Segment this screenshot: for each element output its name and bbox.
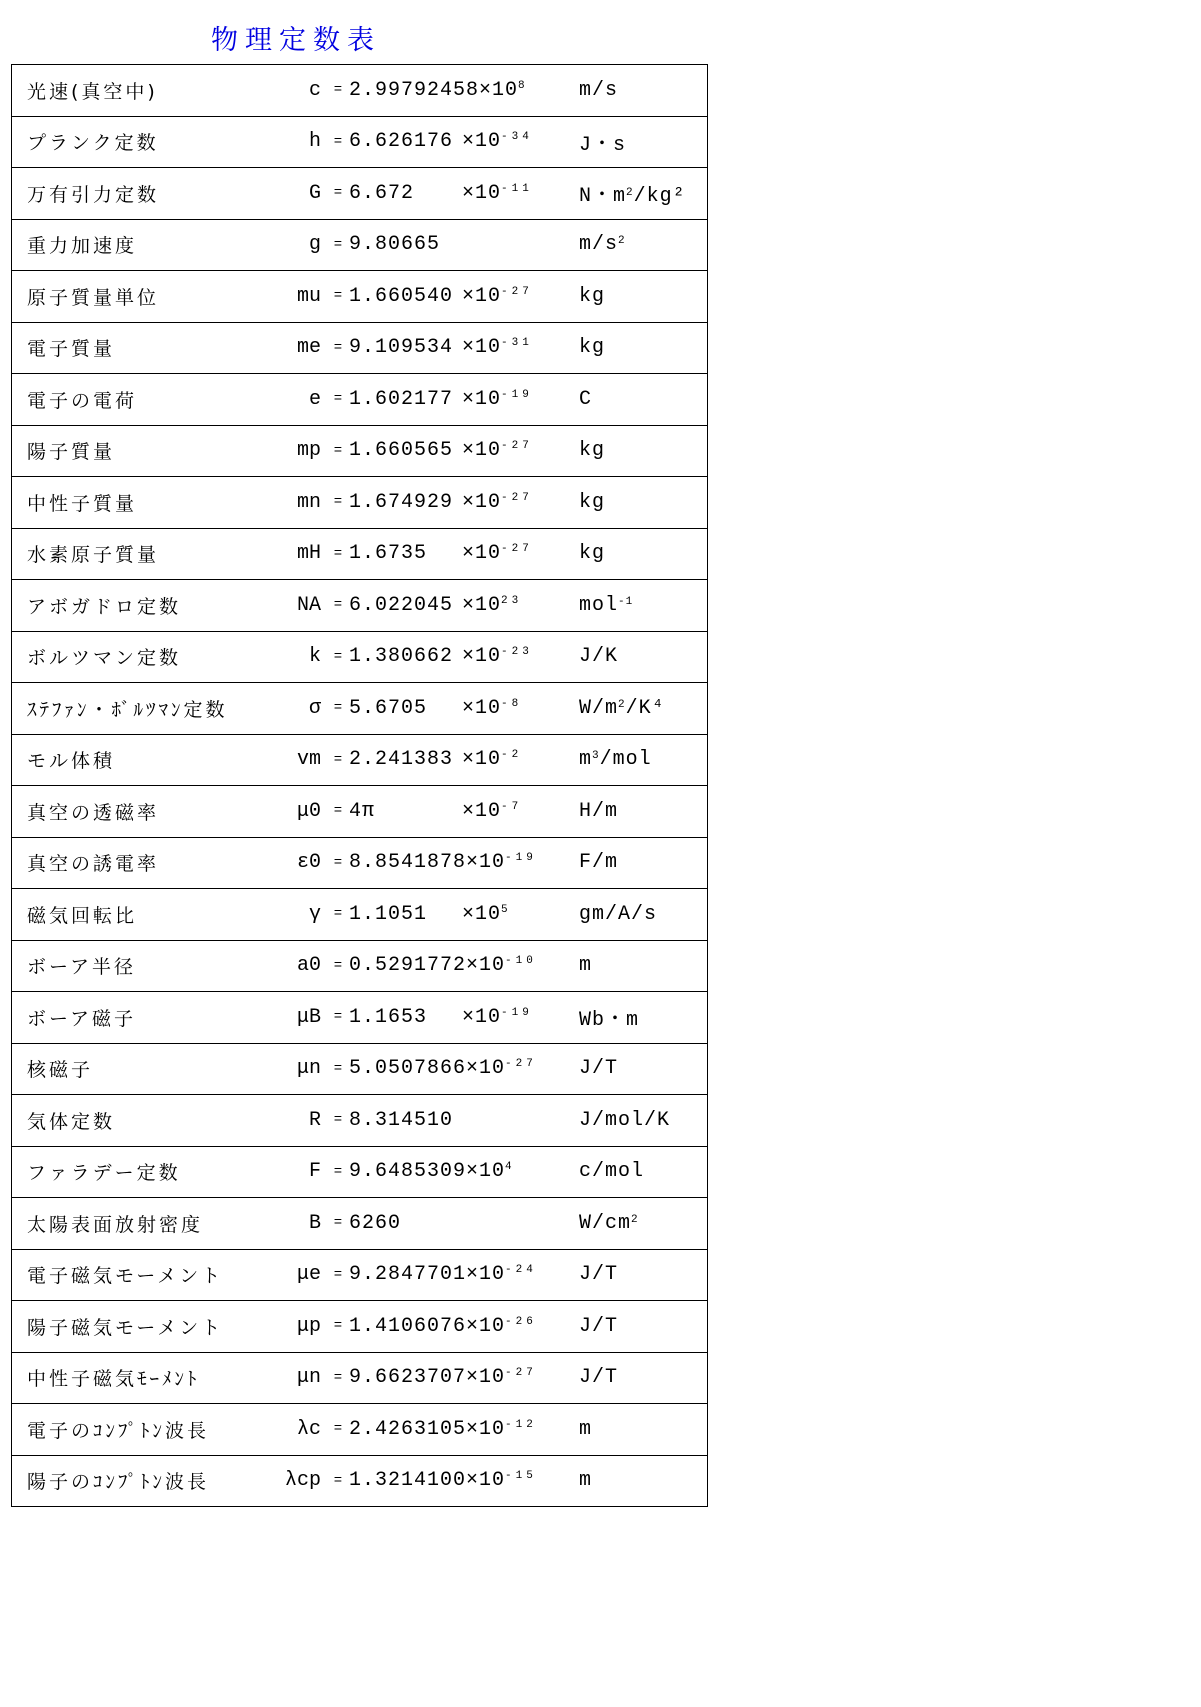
constant-name: 中性子質量 bbox=[12, 477, 238, 529]
constant-unit bbox=[579, 65, 708, 117]
constant-name: アボガドロ定数 bbox=[12, 580, 238, 632]
constant-value bbox=[349, 219, 579, 271]
constant-unit bbox=[579, 1249, 708, 1301]
unit-base: J/T bbox=[579, 1263, 619, 1287]
constant-value bbox=[349, 940, 579, 992]
value-mantissa: 5.6705 bbox=[349, 696, 428, 720]
constant-value bbox=[349, 1455, 579, 1507]
unit-base: kg bbox=[579, 284, 606, 308]
unit-base: W/cm bbox=[579, 1211, 632, 1235]
value-power: ×10 bbox=[466, 1469, 506, 1493]
equals-sign: = bbox=[327, 116, 349, 168]
constant-value bbox=[349, 1146, 579, 1198]
constant-value bbox=[349, 1095, 579, 1147]
equals-sign: = bbox=[327, 271, 349, 323]
constant-value bbox=[349, 477, 579, 529]
constant-symbol: μp bbox=[237, 1301, 327, 1353]
constant-value bbox=[349, 734, 579, 786]
table-row bbox=[12, 425, 708, 477]
constant-name: 電子磁気モーメント bbox=[12, 1249, 238, 1301]
constant-value bbox=[349, 271, 579, 323]
value-power: ×10 bbox=[462, 748, 502, 772]
constant-name: ボーア磁子 bbox=[12, 992, 238, 1044]
equals-sign: = bbox=[327, 1146, 349, 1198]
constant-unit bbox=[579, 528, 708, 580]
value-mantissa: 2.241383 bbox=[349, 748, 454, 772]
constant-name: 陽子磁気モーメント bbox=[12, 1301, 238, 1353]
value-mantissa: 6.672 bbox=[349, 181, 415, 205]
value-exponent: 4 bbox=[505, 1161, 516, 1174]
constant-unit bbox=[579, 992, 708, 1044]
equals-sign: = bbox=[327, 1352, 349, 1404]
value-mantissa: 1.6735 bbox=[349, 542, 428, 566]
unit-base: m bbox=[579, 954, 593, 978]
constant-name: ボーア半径 bbox=[12, 940, 238, 992]
unit-tail: /mol bbox=[599, 748, 652, 772]
unit-base: m bbox=[579, 748, 593, 772]
unit-base: kg bbox=[579, 439, 606, 463]
value-power: ×10 bbox=[462, 593, 502, 617]
constant-symbol: mn bbox=[237, 477, 327, 529]
constant-name: ファラデー定数 bbox=[12, 1146, 238, 1198]
value-exponent: 8 bbox=[518, 79, 529, 92]
value-mantissa: 2.99792458 bbox=[349, 78, 480, 102]
value-mantissa: 0.5291772 bbox=[349, 954, 467, 978]
value-mantissa: 9.80665 bbox=[349, 233, 441, 257]
constant-unit bbox=[579, 374, 708, 426]
unit-base: H/m bbox=[579, 799, 619, 823]
value-mantissa: 1.380662 bbox=[349, 645, 454, 669]
constant-unit bbox=[579, 580, 708, 632]
constant-value bbox=[349, 168, 579, 220]
constants-table-body bbox=[12, 65, 708, 1507]
value-exponent: -23 bbox=[501, 646, 533, 659]
constant-value bbox=[349, 322, 579, 374]
constant-symbol: μ0 bbox=[237, 786, 327, 838]
constant-name: 核磁子 bbox=[12, 1043, 238, 1095]
constant-name: 水素原子質量 bbox=[12, 528, 238, 580]
unit-base: m bbox=[579, 1417, 593, 1441]
constant-symbol: λcp bbox=[237, 1455, 327, 1507]
constant-value bbox=[349, 1198, 579, 1250]
constant-symbol: NA bbox=[237, 580, 327, 632]
unit-tail: /K⁴ bbox=[625, 696, 665, 720]
value-power: ×10 bbox=[462, 1005, 502, 1029]
constant-unit bbox=[579, 1095, 708, 1147]
constant-value bbox=[349, 580, 579, 632]
unit-base: C bbox=[579, 387, 593, 411]
value-exponent: -19 bbox=[501, 388, 533, 401]
constant-unit bbox=[579, 1301, 708, 1353]
value-mantissa: 6.022045 bbox=[349, 593, 454, 617]
table-row bbox=[12, 1249, 708, 1301]
constant-value bbox=[349, 116, 579, 168]
value-mantissa: 1.4106076 bbox=[349, 1314, 467, 1338]
constant-symbol: g bbox=[237, 219, 327, 271]
value-exponent: -12 bbox=[505, 1418, 537, 1431]
value-mantissa: 8.8541878 bbox=[349, 851, 467, 875]
constant-name: 陽子のｺﾝﾌﾟﾄﾝ波長 bbox=[12, 1455, 238, 1507]
value-mantissa: 9.109534 bbox=[349, 336, 454, 360]
value-exponent: -19 bbox=[505, 852, 537, 865]
unit-base: J/T bbox=[579, 1057, 619, 1081]
equals-sign: = bbox=[327, 580, 349, 632]
equals-sign: = bbox=[327, 889, 349, 941]
value-exponent: -34 bbox=[501, 131, 533, 144]
constant-symbol: γ bbox=[237, 889, 327, 941]
equals-sign: = bbox=[327, 322, 349, 374]
unit-base: J/T bbox=[579, 1314, 619, 1338]
equals-sign: = bbox=[327, 1404, 349, 1456]
equals-sign: = bbox=[327, 219, 349, 271]
value-power: ×10 bbox=[462, 902, 502, 926]
unit-exponent: 2 bbox=[618, 235, 626, 248]
value-mantissa: 1.602177 bbox=[349, 387, 454, 411]
constant-unit bbox=[579, 322, 708, 374]
value-mantissa: 5.0507866 bbox=[349, 1057, 467, 1081]
table-row bbox=[12, 734, 708, 786]
value-mantissa: 8.314510 bbox=[349, 1108, 454, 1132]
table-row bbox=[12, 940, 708, 992]
value-mantissa: 6.626176 bbox=[349, 130, 454, 154]
unit-base: J/K bbox=[579, 645, 619, 669]
unit-tail: /kg² bbox=[633, 185, 686, 209]
value-mantissa: 1.1653 bbox=[349, 1005, 428, 1029]
value-mantissa: 1.1051 bbox=[349, 902, 428, 926]
constant-value bbox=[349, 992, 579, 1044]
unit-base: J/mol/K bbox=[579, 1108, 671, 1132]
constant-unit bbox=[579, 1404, 708, 1456]
value-mantissa: 1.660565 bbox=[349, 439, 454, 463]
constant-value bbox=[349, 786, 579, 838]
value-power: ×10 bbox=[466, 1366, 506, 1390]
value-exponent: -24 bbox=[505, 1264, 537, 1277]
constant-symbol: R bbox=[237, 1095, 327, 1147]
constant-name: 真空の透磁率 bbox=[12, 786, 238, 838]
equals-sign: = bbox=[327, 1095, 349, 1147]
unit-base: c/mol bbox=[579, 1160, 645, 1184]
constant-unit bbox=[579, 631, 708, 683]
unit-base: mol bbox=[579, 593, 619, 617]
unit-exponent: 2 bbox=[618, 698, 626, 711]
constant-unit bbox=[579, 1043, 708, 1095]
unit-base: W/m bbox=[579, 696, 619, 720]
value-mantissa: 9.6485309 bbox=[349, 1160, 467, 1184]
constant-unit bbox=[579, 1455, 708, 1507]
unit-exponent: 3 bbox=[592, 750, 600, 763]
constants-table bbox=[11, 64, 708, 1507]
table-row bbox=[12, 992, 708, 1044]
unit-base: kg bbox=[579, 336, 606, 360]
table-row bbox=[12, 168, 708, 220]
constant-symbol: μn bbox=[237, 1352, 327, 1404]
equals-sign: = bbox=[327, 734, 349, 786]
table-row bbox=[12, 322, 708, 374]
value-power: ×10 bbox=[479, 78, 519, 102]
constant-unit bbox=[579, 1198, 708, 1250]
value-mantissa: 1.3214100 bbox=[349, 1469, 467, 1493]
value-mantissa: 9.6623707 bbox=[349, 1366, 467, 1390]
constant-name: ボルツマン定数 bbox=[12, 631, 238, 683]
constant-symbol: me bbox=[237, 322, 327, 374]
value-mantissa: 2.4263105 bbox=[349, 1417, 467, 1441]
table-row bbox=[12, 1043, 708, 1095]
table-row bbox=[12, 271, 708, 323]
unit-base: m/s bbox=[579, 233, 619, 257]
constant-value bbox=[349, 374, 579, 426]
constant-name: ｽﾃﾌｧﾝ・ﾎﾞﾙﾂﾏﾝ定数 bbox=[12, 683, 238, 735]
constant-symbol: mu bbox=[237, 271, 327, 323]
value-mantissa: 6260 bbox=[349, 1211, 402, 1235]
unit-base: Wb・m bbox=[579, 1009, 640, 1033]
value-exponent: -26 bbox=[505, 1315, 537, 1328]
table-row bbox=[12, 1301, 708, 1353]
value-power: ×10 bbox=[466, 1263, 506, 1287]
unit-exponent: 2 bbox=[631, 1213, 639, 1226]
unit-base: J/T bbox=[579, 1366, 619, 1390]
constant-symbol: λc bbox=[237, 1404, 327, 1456]
value-power: ×10 bbox=[466, 851, 506, 875]
constant-unit bbox=[579, 116, 708, 168]
value-power: ×10 bbox=[466, 1160, 506, 1184]
value-power: ×10 bbox=[466, 954, 506, 978]
equals-sign: = bbox=[327, 477, 349, 529]
value-mantissa: 1.660540 bbox=[349, 284, 454, 308]
constant-name: 電子のｺﾝﾌﾟﾄﾝ波長 bbox=[12, 1404, 238, 1456]
value-power: ×10 bbox=[462, 284, 502, 308]
value-exponent: -27 bbox=[505, 1367, 537, 1380]
constant-unit bbox=[579, 1146, 708, 1198]
constant-value bbox=[349, 1249, 579, 1301]
value-power: ×10 bbox=[462, 181, 502, 205]
value-power: ×10 bbox=[462, 799, 502, 823]
value-exponent: -27 bbox=[501, 543, 533, 556]
table-row bbox=[12, 1198, 708, 1250]
value-exponent: -27 bbox=[505, 1058, 537, 1071]
value-power: ×10 bbox=[462, 336, 502, 360]
constant-symbol: B bbox=[237, 1198, 327, 1250]
constant-unit bbox=[579, 425, 708, 477]
equals-sign: = bbox=[327, 786, 349, 838]
table-row bbox=[12, 631, 708, 683]
table-row bbox=[12, 786, 708, 838]
unit-base: F/m bbox=[579, 851, 619, 875]
constant-unit bbox=[579, 734, 708, 786]
table-row bbox=[12, 477, 708, 529]
equals-sign: = bbox=[327, 528, 349, 580]
constant-symbol: mp bbox=[237, 425, 327, 477]
value-exponent: -31 bbox=[501, 337, 533, 350]
constant-symbol: vm bbox=[237, 734, 327, 786]
constant-symbol: ε0 bbox=[237, 837, 327, 889]
unit-base: m/s bbox=[579, 78, 619, 102]
constant-symbol: μe bbox=[237, 1249, 327, 1301]
table-row bbox=[12, 1352, 708, 1404]
constant-name: 磁気回転比 bbox=[12, 889, 238, 941]
table-row bbox=[12, 1404, 708, 1456]
table-row bbox=[12, 580, 708, 632]
unit-base: J・s bbox=[579, 133, 627, 157]
equals-sign: = bbox=[327, 1249, 349, 1301]
constant-name: 気体定数 bbox=[12, 1095, 238, 1147]
value-exponent: -27 bbox=[501, 285, 533, 298]
constant-value bbox=[349, 631, 579, 683]
unit-base: gm/A/s bbox=[579, 902, 658, 926]
constant-symbol: mH bbox=[237, 528, 327, 580]
table-row bbox=[12, 116, 708, 168]
value-exponent: -8 bbox=[501, 697, 523, 710]
constant-value bbox=[349, 1301, 579, 1353]
equals-sign: = bbox=[327, 683, 349, 735]
value-exponent: -7 bbox=[501, 800, 523, 813]
constant-symbol: μB bbox=[237, 992, 327, 1044]
constant-symbol: c bbox=[237, 65, 327, 117]
constant-name: 電子質量 bbox=[12, 322, 238, 374]
constant-symbol: σ bbox=[237, 683, 327, 735]
constant-name: 原子質量単位 bbox=[12, 271, 238, 323]
value-exponent: -15 bbox=[505, 1470, 537, 1483]
value-power: ×10 bbox=[466, 1417, 506, 1441]
value-power: ×10 bbox=[462, 130, 502, 154]
unit-exponent: 2 bbox=[626, 187, 634, 200]
constant-value bbox=[349, 1043, 579, 1095]
constant-value bbox=[349, 1352, 579, 1404]
constant-name: 中性子磁気ﾓｰﾒﾝﾄ bbox=[12, 1352, 238, 1404]
constant-unit bbox=[579, 271, 708, 323]
constant-symbol: e bbox=[237, 374, 327, 426]
page-title: 物理定数表 bbox=[211, 25, 381, 56]
constant-unit bbox=[579, 683, 708, 735]
constant-name: 光速(真空中) bbox=[12, 65, 238, 117]
table-row bbox=[12, 889, 708, 941]
constant-unit bbox=[579, 940, 708, 992]
unit-base: kg bbox=[579, 542, 606, 566]
value-exponent: -2 bbox=[501, 749, 523, 762]
constant-name: 重力加速度 bbox=[12, 219, 238, 271]
value-exponent: -27 bbox=[501, 440, 533, 453]
constant-name: 万有引力定数 bbox=[12, 168, 238, 220]
table-row bbox=[12, 1146, 708, 1198]
value-power: ×10 bbox=[462, 490, 502, 514]
equals-sign: = bbox=[327, 940, 349, 992]
unit-exponent: -1 bbox=[618, 595, 634, 608]
constant-value bbox=[349, 683, 579, 735]
constant-unit bbox=[579, 219, 708, 271]
constant-name: 電子の電荷 bbox=[12, 374, 238, 426]
table-row bbox=[12, 1095, 708, 1147]
value-exponent: -11 bbox=[501, 182, 533, 195]
equals-sign: = bbox=[327, 837, 349, 889]
equals-sign: = bbox=[327, 425, 349, 477]
constant-name: 真空の誘電率 bbox=[12, 837, 238, 889]
value-power: ×10 bbox=[462, 696, 502, 720]
constant-name: 太陽表面放射密度 bbox=[12, 1198, 238, 1250]
equals-sign: = bbox=[327, 1043, 349, 1095]
unit-base: N・m bbox=[579, 185, 627, 209]
value-power: ×10 bbox=[462, 542, 502, 566]
constant-name: モル体積 bbox=[12, 734, 238, 786]
constant-value bbox=[349, 1404, 579, 1456]
table-row bbox=[12, 65, 708, 117]
value-power: ×10 bbox=[462, 387, 502, 411]
constant-unit bbox=[579, 889, 708, 941]
table-row bbox=[12, 683, 708, 735]
constant-value bbox=[349, 837, 579, 889]
constant-value bbox=[349, 65, 579, 117]
constant-value bbox=[349, 528, 579, 580]
value-mantissa: 4π bbox=[349, 799, 376, 823]
constant-value bbox=[349, 889, 579, 941]
table-row bbox=[12, 219, 708, 271]
value-power: ×10 bbox=[462, 439, 502, 463]
equals-sign: = bbox=[327, 374, 349, 426]
constant-symbol: h bbox=[237, 116, 327, 168]
table-row bbox=[12, 374, 708, 426]
constant-symbol: μn bbox=[237, 1043, 327, 1095]
constant-symbol: a0 bbox=[237, 940, 327, 992]
constant-unit bbox=[579, 168, 708, 220]
equals-sign: = bbox=[327, 992, 349, 1044]
table-row bbox=[12, 528, 708, 580]
constant-symbol: G bbox=[237, 168, 327, 220]
value-power: ×10 bbox=[462, 645, 502, 669]
constant-name: プランク定数 bbox=[12, 116, 238, 168]
unit-base: kg bbox=[579, 490, 606, 514]
equals-sign: = bbox=[327, 1198, 349, 1250]
value-exponent: 23 bbox=[501, 594, 523, 607]
equals-sign: = bbox=[327, 631, 349, 683]
value-mantissa: 9.2847701 bbox=[349, 1263, 467, 1287]
constant-symbol: F bbox=[237, 1146, 327, 1198]
value-power: ×10 bbox=[466, 1057, 506, 1081]
constant-unit bbox=[579, 477, 708, 529]
value-mantissa: 1.674929 bbox=[349, 490, 454, 514]
constant-name: 陽子質量 bbox=[12, 425, 238, 477]
constant-value bbox=[349, 425, 579, 477]
value-exponent: 5 bbox=[501, 903, 512, 916]
equals-sign: = bbox=[327, 1301, 349, 1353]
constant-unit bbox=[579, 786, 708, 838]
constant-symbol: k bbox=[237, 631, 327, 683]
value-power: ×10 bbox=[466, 1314, 506, 1338]
constant-unit bbox=[579, 837, 708, 889]
equals-sign: = bbox=[327, 168, 349, 220]
value-exponent: -19 bbox=[501, 1006, 533, 1019]
equals-sign: = bbox=[327, 65, 349, 117]
unit-base: m bbox=[579, 1469, 593, 1493]
table-row bbox=[12, 1455, 708, 1507]
table-row bbox=[12, 837, 708, 889]
constant-unit bbox=[579, 1352, 708, 1404]
equals-sign: = bbox=[327, 1455, 349, 1507]
value-exponent: -10 bbox=[505, 955, 537, 968]
value-exponent: -27 bbox=[501, 491, 533, 504]
